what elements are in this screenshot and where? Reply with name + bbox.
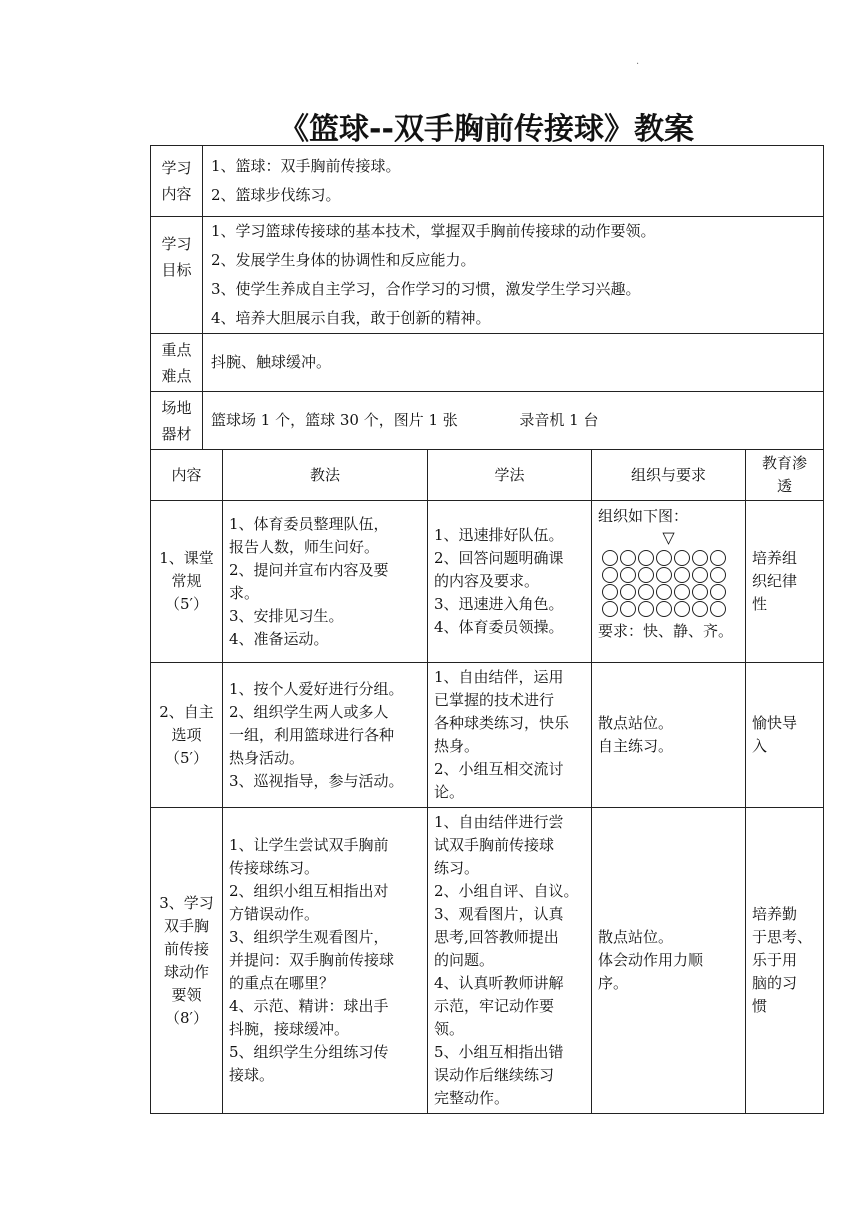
header-line: 透 bbox=[776, 477, 792, 495]
student-circle-icon bbox=[710, 601, 726, 617]
row-content bbox=[151, 808, 223, 1114]
student-circle-icon bbox=[656, 567, 672, 583]
learning-line: 3、观看图片，认真 bbox=[434, 905, 564, 923]
education-line: 性 bbox=[752, 595, 768, 613]
student-circle-icon bbox=[674, 567, 690, 583]
row-organization bbox=[592, 663, 746, 808]
keypoints-text: 抖腕、触球缓冲。 bbox=[203, 334, 824, 392]
content-line: （5′） bbox=[165, 595, 208, 613]
equipment-main: 篮球场 1 个，篮球 30 个，图片 1 张 bbox=[211, 411, 458, 429]
organization-line: 自主练习。 bbox=[598, 737, 674, 755]
learning-line: 1、迅速排好队伍。 bbox=[434, 526, 564, 544]
label-goals bbox=[151, 217, 203, 334]
row-learning bbox=[428, 663, 592, 808]
content-line: 1、课堂 bbox=[159, 549, 214, 567]
content-line: 2、自主 bbox=[159, 702, 214, 721]
student-circle-icon bbox=[638, 567, 654, 583]
teaching-line: 5、组织学生分组练习传 bbox=[229, 1043, 389, 1061]
label-line: 器材 bbox=[161, 424, 192, 443]
student-circle-icon bbox=[656, 550, 672, 566]
info-table bbox=[150, 145, 824, 450]
learning-line: 1、自由结伴，运用 bbox=[434, 668, 564, 686]
teaching-line: 3、巡视指导，参与活动。 bbox=[229, 771, 404, 790]
goal-line: 3、使学生养成自主学习，合作学习的习惯，激发学生学习兴趣。 bbox=[211, 280, 641, 298]
label-line: 学习 bbox=[161, 235, 192, 253]
student-circle-icon bbox=[674, 550, 690, 566]
student-circle-icon bbox=[620, 601, 636, 617]
education-line: 脑的习 bbox=[752, 974, 798, 992]
row-organization bbox=[592, 808, 746, 1114]
teaching-line: 3、安排见习生。 bbox=[229, 606, 344, 625]
label-line: 难点 bbox=[161, 366, 192, 385]
student-circle-icon bbox=[638, 601, 654, 617]
learning-line: 5、小组互相指出错 bbox=[434, 1043, 564, 1061]
teaching-line: 3、组织学生观看图片， bbox=[229, 928, 389, 946]
content-line: （8′） bbox=[165, 1008, 208, 1027]
header-learning: 学法 bbox=[428, 450, 592, 501]
organization-caption: 组织如下图： bbox=[598, 507, 689, 525]
label-keypoints bbox=[151, 334, 203, 392]
teaching-line: 2、组织学生两人或多人 bbox=[229, 702, 389, 721]
content-line: 常规 bbox=[171, 572, 202, 590]
learning-line: 各种球类练习，快乐 bbox=[434, 714, 570, 732]
teaching-line: 4、准备运动。 bbox=[229, 629, 329, 648]
lesson-table bbox=[150, 449, 824, 1114]
education-line: 惯 bbox=[752, 997, 768, 1015]
teaching-line: 2、组织小组互相指出对 bbox=[229, 882, 389, 900]
student-circle-icon bbox=[692, 601, 708, 617]
row-education bbox=[746, 663, 824, 808]
content-line: 选项 bbox=[171, 725, 202, 744]
learning-line: 4、认真听教师讲解 bbox=[434, 974, 564, 992]
goal-line: 4、培养大胆展示自我，敢于创新的精神。 bbox=[211, 309, 491, 327]
row-teaching bbox=[223, 501, 428, 663]
teaching-line: 求。 bbox=[229, 583, 260, 602]
learning-line: 示范，牢记动作要 bbox=[434, 997, 555, 1015]
row-organization bbox=[592, 501, 746, 663]
row-teaching bbox=[223, 808, 428, 1114]
student-circle-icon bbox=[656, 584, 672, 600]
student-circle-icon bbox=[692, 584, 708, 600]
learning-line: 的问题。 bbox=[434, 951, 495, 969]
goal-line: 2、发展学生身体的协调性和反应能力。 bbox=[211, 251, 476, 269]
content-line: 球动作 bbox=[163, 962, 209, 981]
teacher-triangle-icon: ▽ bbox=[662, 528, 675, 547]
teaching-line: 热身活动。 bbox=[229, 748, 305, 767]
learning-line: 4、体育委员领操。 bbox=[434, 618, 564, 636]
education-line: 织纪律 bbox=[752, 572, 798, 590]
student-circle-icon bbox=[710, 567, 726, 583]
teaching-line: 4、示范、精讲：球出手 bbox=[229, 997, 389, 1015]
label-equipment bbox=[151, 392, 203, 450]
learning-line: 试双手胸前传接球 bbox=[434, 836, 555, 854]
student-circle-icon bbox=[602, 567, 618, 583]
learning-line: 2、小组自评、自议。 bbox=[434, 882, 579, 900]
content-lines bbox=[203, 146, 824, 217]
learning-line: 领。 bbox=[434, 1020, 465, 1038]
student-circle-icon bbox=[674, 601, 690, 617]
organization-line: 散点站位。 bbox=[598, 714, 674, 732]
learning-line: 误动作后继续练习 bbox=[434, 1066, 555, 1084]
organization-requirement: 要求：快、静、齐。 bbox=[598, 622, 734, 640]
student-circle-icon bbox=[620, 550, 636, 566]
info-row-equipment bbox=[151, 392, 824, 450]
goal-line: 1、学习篮球传接球的基本技术，掌握双手胸前传接球的动作要领。 bbox=[211, 222, 656, 240]
content-line: 要领 bbox=[171, 985, 202, 1004]
teaching-line: 接球。 bbox=[229, 1066, 275, 1084]
education-line: 培养勤 bbox=[752, 905, 798, 923]
education-line: 乐于用 bbox=[752, 951, 798, 969]
learning-line: 已掌握的技术进行 bbox=[434, 691, 555, 709]
content-line: 3、学习 bbox=[159, 893, 214, 912]
table-row bbox=[151, 808, 824, 1114]
teaching-line: 报告人数，师生问好。 bbox=[229, 537, 380, 556]
student-circle-icon bbox=[638, 550, 654, 566]
row-learning bbox=[428, 808, 592, 1114]
teaching-line: 2、提问并宣布内容及要 bbox=[229, 560, 389, 579]
teaching-line: 1、体育委员整理队伍， bbox=[229, 514, 389, 533]
row-content bbox=[151, 663, 223, 808]
header-line: 教育渗 bbox=[761, 454, 807, 472]
equipment-recorder: 录音机 1 台 bbox=[519, 411, 599, 429]
student-circle-icon bbox=[602, 601, 618, 617]
student-circle-icon bbox=[710, 584, 726, 600]
learning-line: 2、小组互相交流讨 bbox=[434, 760, 564, 778]
teaching-line: 方错误动作。 bbox=[229, 905, 320, 923]
row-teaching bbox=[223, 663, 428, 808]
learning-line: 的内容及要求。 bbox=[434, 572, 540, 590]
content-line: （5′） bbox=[165, 748, 208, 767]
organization-line: 体会动作用力顺 bbox=[598, 951, 704, 969]
document-title: 《篮球--双手胸前传接球》教案 bbox=[279, 112, 694, 147]
student-circle-icon bbox=[602, 550, 618, 566]
table-row bbox=[151, 663, 824, 808]
content-line: 前传接 bbox=[163, 939, 209, 958]
table-row bbox=[151, 501, 824, 663]
education-line: 于思考、 bbox=[752, 928, 813, 946]
teaching-line: 1、让学生尝试双手胸前 bbox=[229, 836, 389, 854]
teaching-line: 1、按个人爱好进行分组。 bbox=[229, 679, 404, 698]
corner-mark: . bbox=[636, 56, 640, 67]
header-content: 内容 bbox=[151, 450, 223, 501]
info-row-keypoints bbox=[151, 334, 824, 392]
header-education bbox=[746, 450, 824, 501]
info-row-goals bbox=[151, 217, 824, 334]
learning-line: 完整动作。 bbox=[434, 1089, 510, 1107]
label-content bbox=[151, 146, 203, 217]
content-line: 2、篮球步伐练习。 bbox=[211, 186, 341, 204]
content-line: 1、篮球：双手胸前传接球。 bbox=[211, 157, 401, 175]
row-content bbox=[151, 501, 223, 663]
teaching-line: 并提问：双手胸前传接球 bbox=[229, 951, 395, 969]
teaching-line: 的重点在哪里？ bbox=[229, 974, 335, 992]
label-line: 学习 bbox=[161, 159, 192, 177]
label-line: 内容 bbox=[161, 185, 192, 203]
education-line: 愉快导 bbox=[752, 714, 798, 732]
label-line: 目标 bbox=[161, 261, 192, 279]
student-formation bbox=[602, 550, 739, 618]
student-circle-icon bbox=[692, 550, 708, 566]
student-circle-icon bbox=[620, 567, 636, 583]
learning-line: 2、回答问题明确课 bbox=[434, 549, 564, 567]
header-teaching: 教法 bbox=[223, 450, 428, 501]
row-education bbox=[746, 808, 824, 1114]
organization-line: 散点站位。 bbox=[598, 928, 674, 946]
label-line: 场地 bbox=[161, 398, 192, 417]
learning-line: 练习。 bbox=[434, 859, 480, 877]
teaching-line: 传接球练习。 bbox=[229, 859, 320, 877]
teaching-line: 一组，利用篮球进行各种 bbox=[229, 725, 395, 744]
learning-line: 思考,回答教师提出 bbox=[434, 928, 559, 946]
label-line: 重点 bbox=[161, 340, 192, 359]
content-line: 双手胸 bbox=[163, 916, 209, 935]
equipment-text bbox=[203, 392, 824, 450]
student-circle-icon bbox=[620, 584, 636, 600]
learning-line: 3、迅速进入角色。 bbox=[434, 595, 564, 613]
goal-lines bbox=[203, 217, 824, 334]
student-circle-icon bbox=[674, 584, 690, 600]
education-line: 培养组 bbox=[752, 549, 798, 567]
learning-line: 论。 bbox=[434, 783, 465, 801]
organization-line: 序。 bbox=[598, 974, 629, 992]
learning-line: 1、自由结伴进行尝 bbox=[434, 813, 564, 831]
row-education bbox=[746, 501, 824, 663]
student-circle-icon bbox=[710, 550, 726, 566]
learning-line: 热身。 bbox=[434, 737, 480, 755]
student-circle-icon bbox=[656, 601, 672, 617]
student-circle-icon bbox=[692, 567, 708, 583]
header-organization: 组织与要求 bbox=[592, 450, 746, 501]
student-circle-icon bbox=[602, 584, 618, 600]
education-line: 入 bbox=[752, 737, 768, 755]
student-circle-icon bbox=[638, 584, 654, 600]
teaching-line: 抖腕，接球缓冲。 bbox=[229, 1020, 350, 1038]
row-learning bbox=[428, 501, 592, 663]
header-row bbox=[151, 450, 824, 501]
info-row-content bbox=[151, 146, 824, 217]
